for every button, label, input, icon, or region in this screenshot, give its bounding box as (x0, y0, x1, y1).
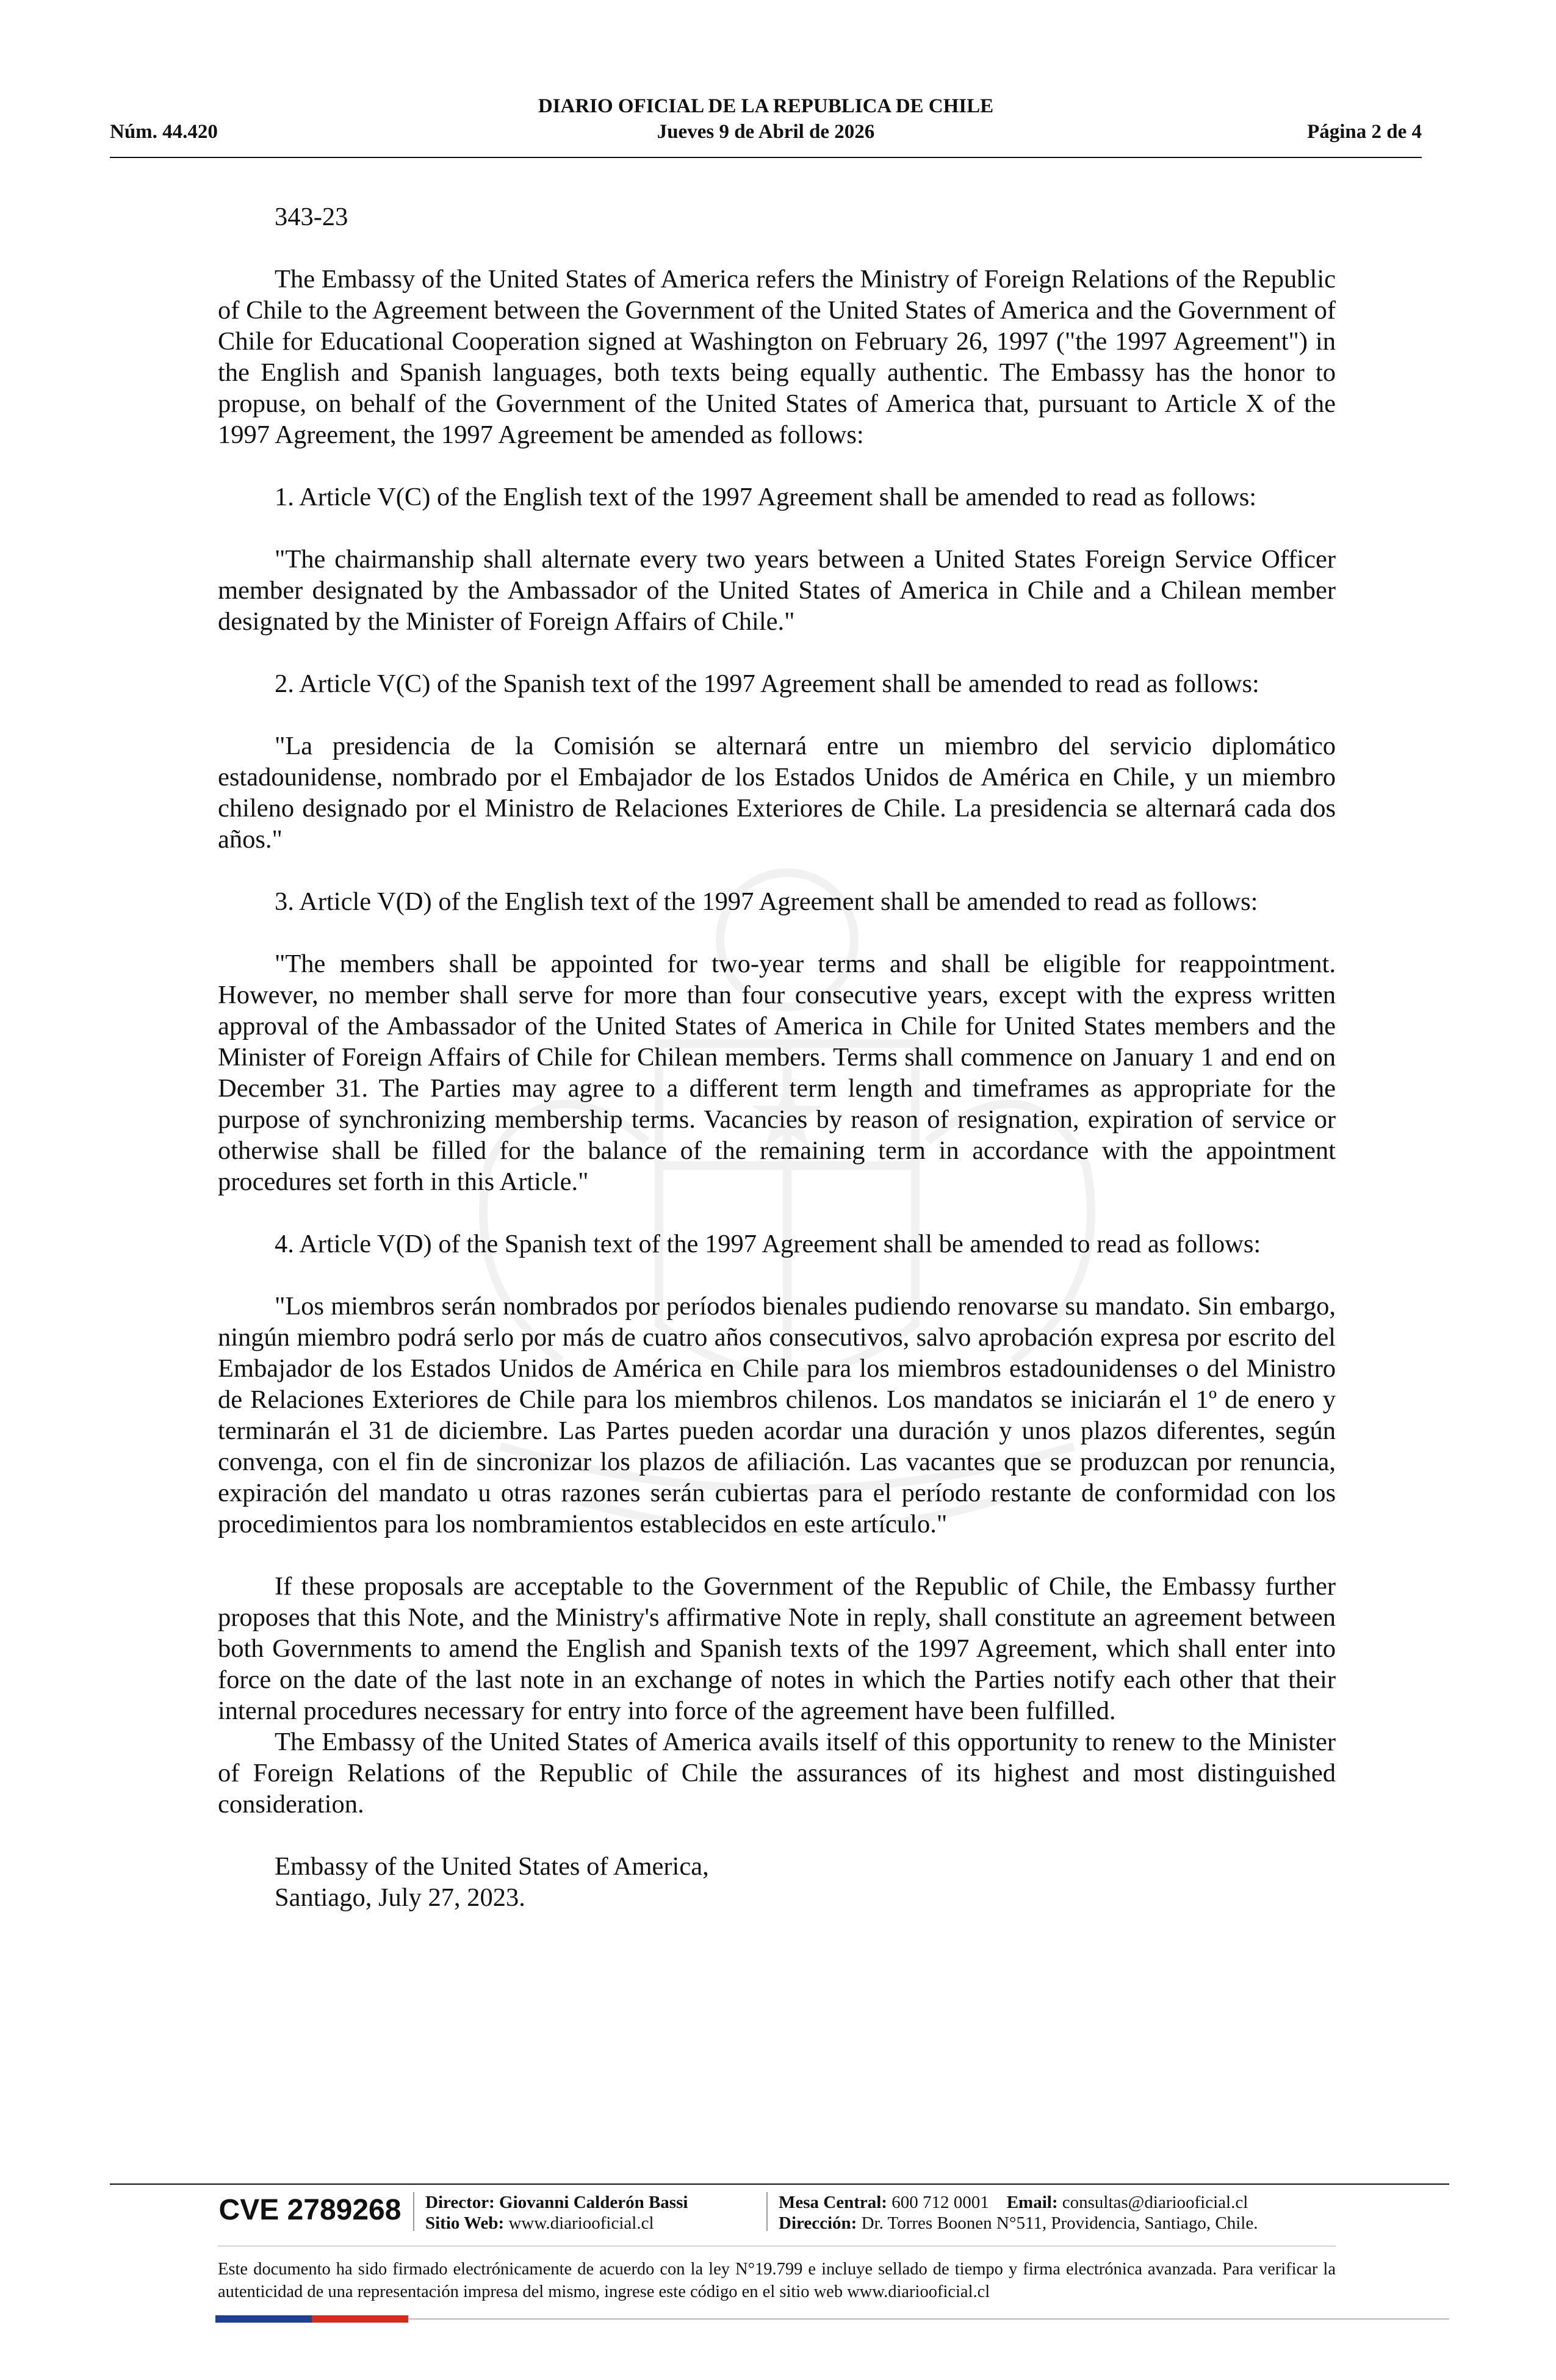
header-divider (110, 157, 1422, 158)
closing-line-2: Santiago, July 27, 2023. (275, 1883, 525, 1912)
newspaper-title: DIARIO OFICIAL DE LA REPUBLICA DE CHILE (538, 95, 994, 117)
phone-number: 600 712 0001 (891, 2193, 989, 2212)
paragraph-item-4: 4. Article V(D) of the Spanish text of the 1997 Agreement shall be amended to read as follows: (275, 1230, 1261, 1258)
site-link[interactable]: www.diariooficial.cl (508, 2213, 654, 2233)
note-reference: 343-23 (275, 203, 348, 231)
page-header (110, 92, 1422, 153)
paragraph-item-3: 3. Article V(D) of the English text of the 1997 Agreement shall be amended to read as follows: (275, 887, 1258, 916)
address-label: Dirección: (779, 2213, 857, 2233)
paragraph-quote-2: "La presidencia de la Comisión se alternará entre un miembro del servicio diplomático estadounidense, nombrado por el Embajador de los Estados Unidos de América en Chile, y un miembro chileno designado por el Ministro de Relaciones Exteriores de Chile. La presidencia se alternará cada dos años." (218, 732, 1336, 854)
address-text: Dr. Torres Boonen N°511, Providencia, Santiago, Chile. (861, 2213, 1258, 2233)
footer-contact-block (779, 2192, 1258, 2234)
paragraph-intro: The Embassy of the United States of America refers the Ministry of Foreign Relations of the Republic of Chile to the Agreement between the Government of the United States of America and the Government of Chile for Educational Cooperation signed at Washington on February 26, 1997 ("the 1997 Agreement") in the English and Spanish languages, both texts being equally authentic. The Embassy has the honor to propuse, on behalf of the Government of the United States of America that, pursuant to Article X of the 1997 Agreement, the 1997 Agreement be amended as follows: (218, 265, 1336, 449)
issue-date: Jueves 9 de Abril de 2026 (657, 121, 875, 143)
paragraph-quote-1: "The chairmanship shall alternate every two years between a United States Foreign Service Officer member designated by the Ambassador of the United States of America in Chile and a Chilean member designated by the Minister of Foreign Affairs of Chile." (218, 545, 1336, 636)
footer-separator (413, 2192, 414, 2231)
paragraph-consideration: The Embassy of the United States of America avails itself of this opportunity to renew to the Minister of Foreign Relations of the Republic of Chile the assurances of its highest and most distinguished consideration. (218, 1728, 1336, 1819)
flag-blue-segment (215, 2315, 312, 2323)
issue-number: Núm. 44.420 (110, 121, 218, 143)
closing-line-1: Embassy of the United States of America, (275, 1852, 709, 1881)
footer-divider (110, 2183, 1449, 2185)
chile-flag-stripe (215, 2315, 408, 2323)
email-link[interactable]: consultas@diariooficial.cl (1062, 2193, 1248, 2212)
legal-notice: Este documento ha sido firmado electrónicamente de acuerdo con la ley N°19.799 e incluye sellado de tiempo y firma electrónica avanzada. Para verificar la autenticidad de una representación impresa del mismo, ingrese este código en el sitio web www.diariooficial.cl (218, 2260, 1336, 2301)
flag-red-segment (312, 2315, 408, 2323)
document-body (218, 201, 1336, 1913)
paragraph-item-2: 2. Article V(C) of the Spanish text of the 1997 Agreement shall be amended to read as follows: (275, 669, 1259, 698)
email-label: Email: (1006, 2193, 1058, 2212)
director-name: Giovanni Calderón Bassi (499, 2193, 688, 2212)
page-number: Página 2 de 4 (1307, 121, 1422, 143)
paragraph-item-1: 1. Article V(C) of the English text of the 1997 Agreement shall be amended to read as follows: (275, 483, 1257, 511)
paragraph-quote-3: "The members shall be appointed for two-year terms and shall be eligible for reappointment. However, no member shall serve for more than four consecutive years, except with the express written approval of the Ambassador of the United States of America in Chile for United States members and the Minister of Foreign Affairs of Chile for Chilean members. Terms shall commence on January 1 and end on December 31. The Parties may agree to a different term length and timeframes as appropriate for the purpose of synchronizing membership terms. Vacancies by reason of resignation, expiration of service or otherwise shall be filled for the balance of the remaining term in accordance with the appointment procedures set forth in this Article." (218, 950, 1336, 1196)
footer-director-block (425, 2192, 688, 2234)
phone-label: Mesa Central: (779, 2193, 887, 2212)
site-label: Sitio Web: (425, 2213, 505, 2233)
cve-code: CVE 2789268 (218, 2194, 402, 2226)
director-label: Director: (425, 2193, 495, 2212)
flag-line (408, 2318, 1449, 2320)
paragraph-quote-4: "Los miembros serán nombrados por períodos bienales pudiendo renovarse su mandato. Sin embargo, ningún miembro podrá serlo por más de cuatro años consecutivos, salvo aprobación expresa por escrito del Embajador de los Estados Unidos de América en Chile para los miembros estadounidenses o del Ministro de Relaciones Exteriores de Chile para los miembros chilenos. Los mandatos se iniciarán el 1º de enero y terminarán el 31 de diciembre. Las Partes pueden acordar una duración y unos plazos diferentes, según convenga, con el fin de sincronizar los plazos de afiliación. Las vacantes que se produzcan por renuncia, expiración del mandato u otras razones serán cubiertas para el período restante de conformidad con los procedimientos para los nombramientos establecidos en este artículo." (218, 1292, 1336, 1538)
paragraph-proposal: If these proposals are acceptable to the Government of the Republic of Chile, the Embassy further proposes that this Note, and the Ministry's affirmative Note in reply, shall constitute an agreement between both Governments to amend the English and Spanish texts of the 1997 Agreement, which shall enter into force on the date of the last note in an exchange of notes in which the Parties notify each other that their internal procedures necessary for entry into force of the agreement have been fulfilled. (218, 1572, 1336, 1725)
footer-separator (766, 2192, 768, 2231)
